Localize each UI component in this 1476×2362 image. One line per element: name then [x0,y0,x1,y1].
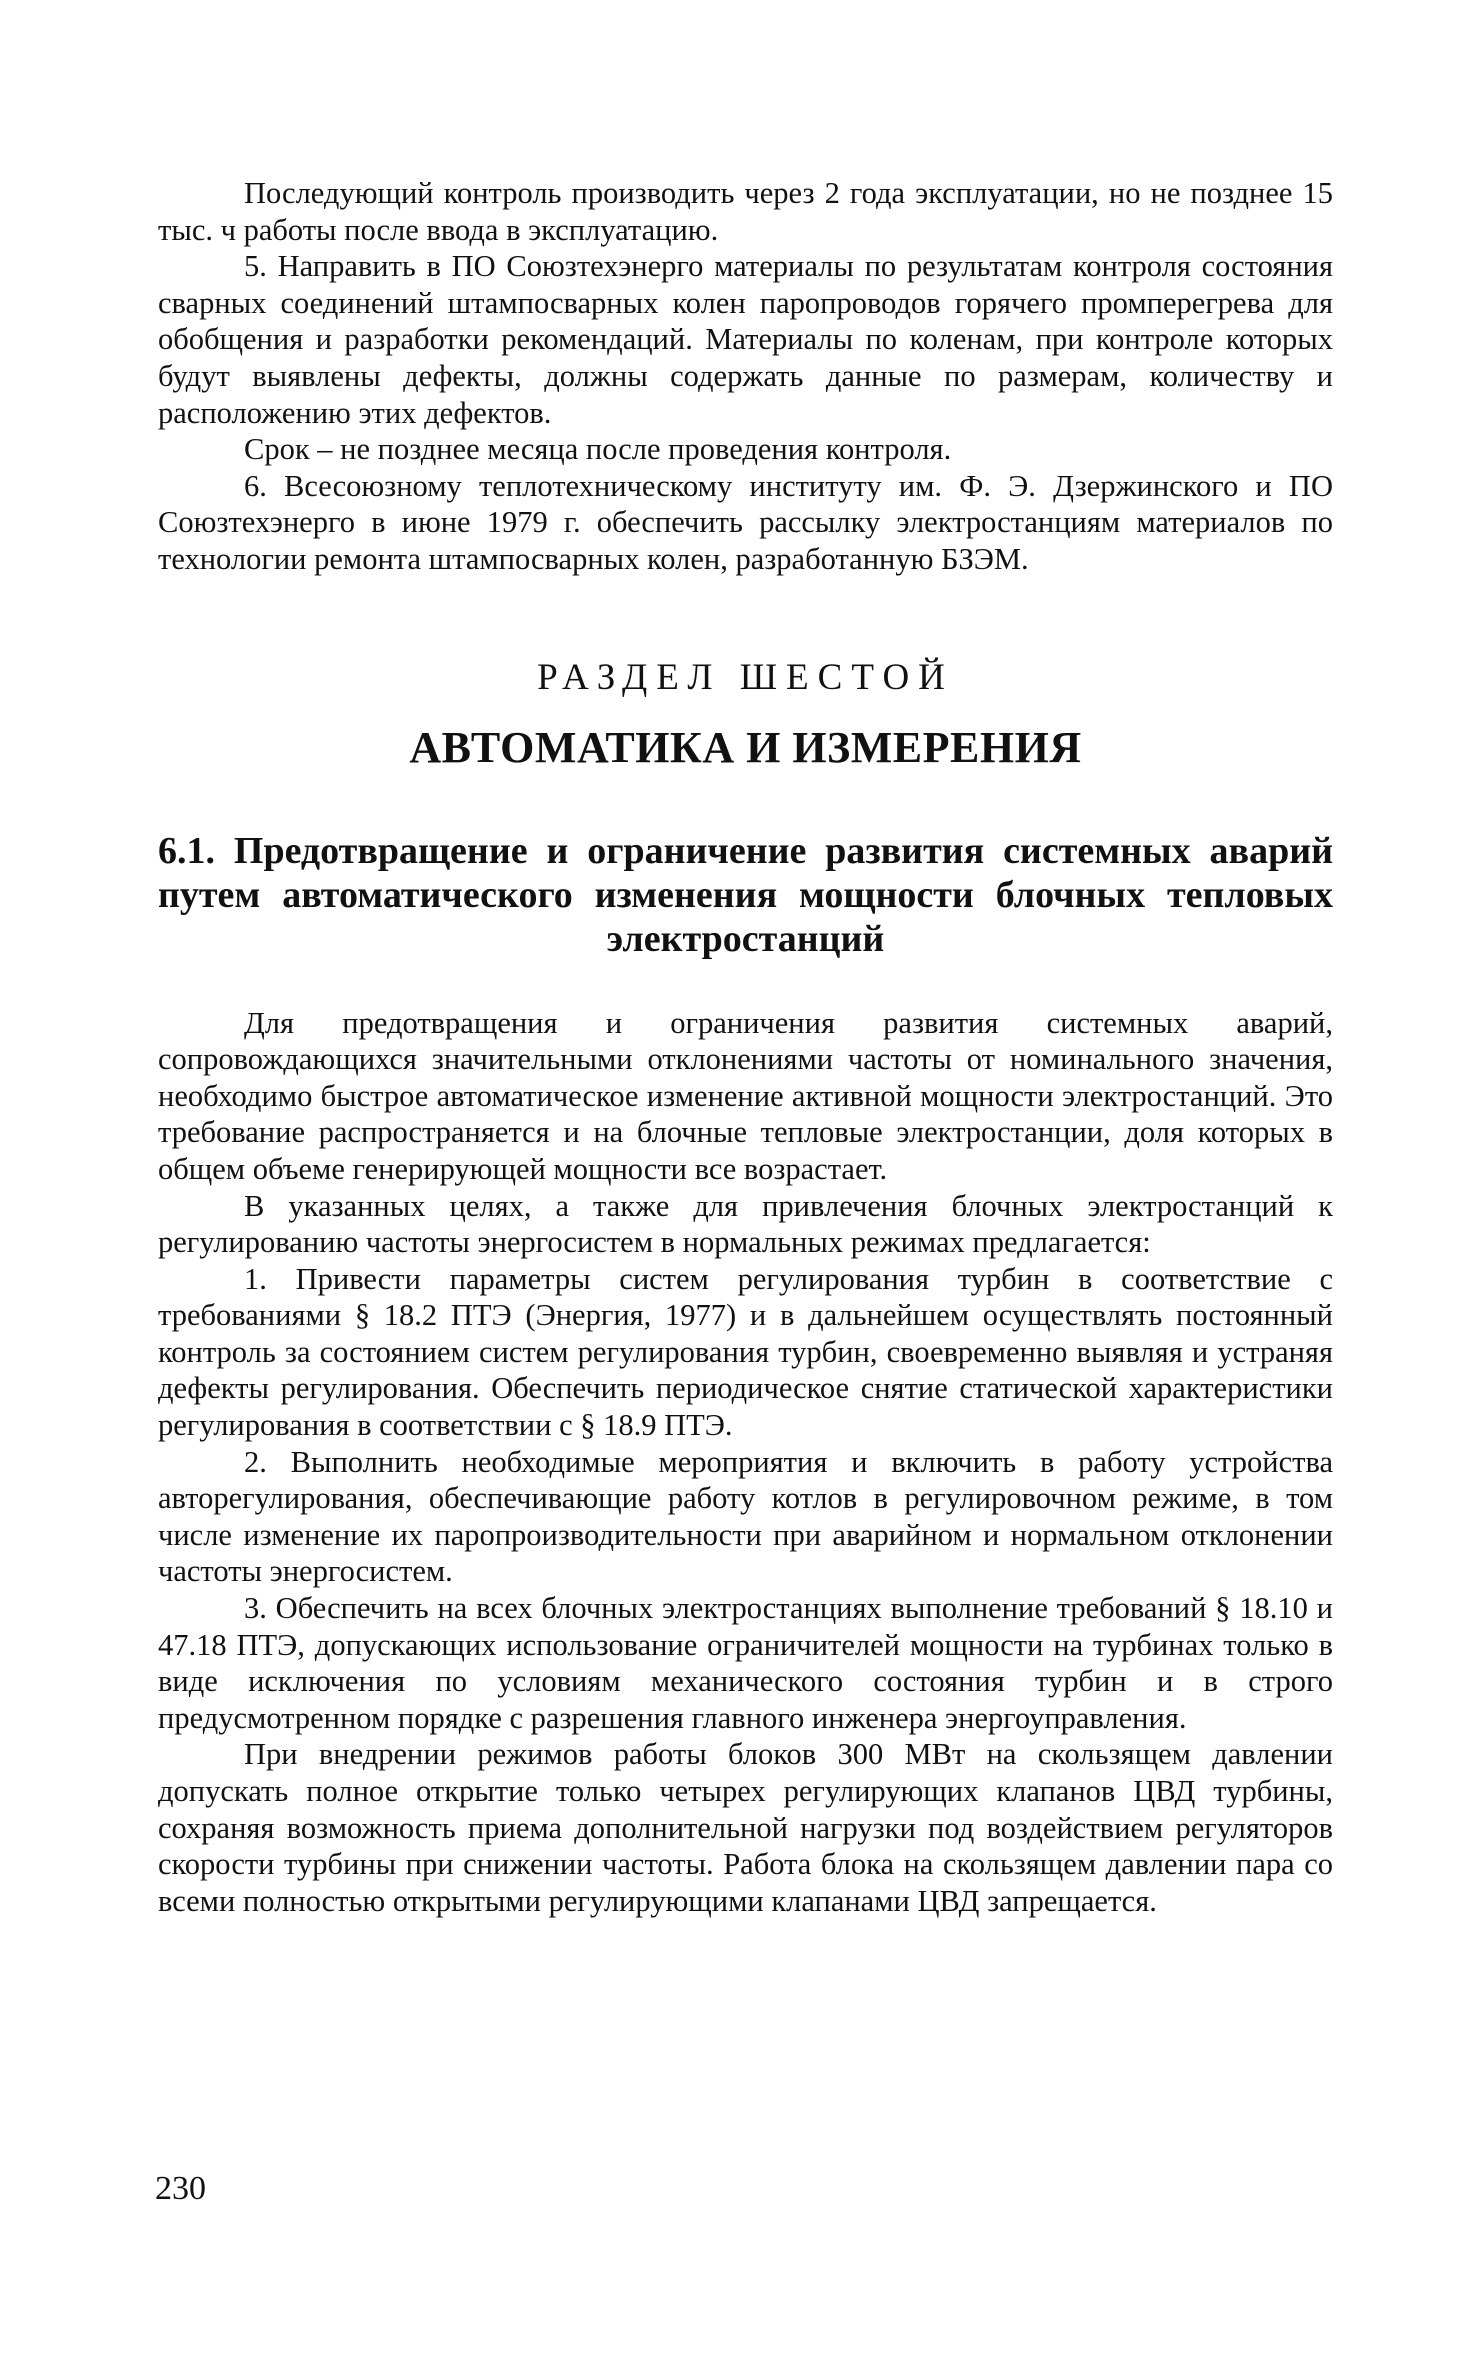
paragraph: 2. Выполнить необходимые мероприятия и включить в работу устройства авторегулирования, обеспечивающие работу котлов в регулировочном режиме, в том числе изменение их паропроизводительности при аварийном и нормальном отклонении частоты энергосистем. [158,1444,1333,1589]
paragraph: При внедрении режимов работы блоков 300 МВт на скользящем давлении допускать полное открытие только четырех регулирующих клапанов ЦВД турбины, сохраняя возможность приема дополнительной нагрузки под воздействием регуляторов скорости турбины при снижении частоты. Работа блока на скользящем давлении пара со всеми полностью открытыми регулирующими клапанами ЦВД запрещается. [158,1737,1333,1918]
subsection-title: 6.1. Предотвращение и ограничение развития системных аварий путем автоматического изменения мощности блочных тепловых электростанций [158,829,1333,960]
paragraph: 1. Привести параметры систем регулирования турбин в соответствие с требованиями § 18.2 ПТЭ (Энергия, 1977) и в дальнейшем осуществлять постоянный контроль за состоянием систем регулирования турбин, своевременно выявляя и устраняя дефекты регулирования. Обеспечить периодическое снятие статической характеристики регулирования в соответствии с § 18.9 ПТЭ. [158,1261,1333,1443]
paragraph: 5. Направить в ПО Союзтехэнерго материалы по результатам контроля состояния сварных соединений штампосварных колен паропроводов горячего промперегрева для обобщения и разработки рекомендаций. Материалы по коленам, при контроле которых будут выявлены дефекты, должны содержать данные по размерам, количеству и расположению этих дефектов. [158,249,1333,430]
paragraph: Срок – не позднее месяца после проведения контроля. [244,432,952,467]
section-label: РАЗДЕЛ ШЕСТОЙ [537,656,954,698]
paragraph: 3. Обеспечить на всех блочных электростанциях выполнение требований § 18.10 и 47.18 ПТЭ, допускающих использование ограничителей мощности на турбинах только в виде исключения по условиям механического состояния турбин и в строго предусмотренном порядке с разрешения главного инженера энергоуправления. [158,1591,1333,1735]
page-number: 230 [155,2170,206,2207]
paragraph: В указанных целях, а также для привлечения блочных электростанций к регулированию частоты энергосистем в нормальных режимах предлагается: [158,1188,1333,1260]
body-block [158,1005,1333,1920]
paragraph: Последующий контроль производить через 2 года эксплуатации, но не позднее 15 тыс. ч работы после ввода в эксплуатацию. [158,176,1333,247]
intro-block [158,175,1333,578]
paragraph: Для предотвращения и ограничения развития системных аварий, сопровождающихся значительными отклонениями частоты от номинального значения, необходимо быстрое автоматическое изменение активной мощности электростанций. Это требование распространяется и на блочные тепловые электростанции, доля которых в общем объеме генерирующей мощности все возрастает. [158,1005,1333,1186]
paragraph: 6. Всесоюзному теплотехническому институту им. Ф. Э. Дзержинского и ПО Союзтехэнерго в июне 1979 г. обеспечить рассылку электростанциям материалов по технологии ремонта штампосварных колен, разработанную БЗЭМ. [158,468,1333,576]
section-title: АВТОМАТИКА И ИЗМЕРЕНИЯ [409,722,1082,772]
page-content [158,175,1333,1919]
